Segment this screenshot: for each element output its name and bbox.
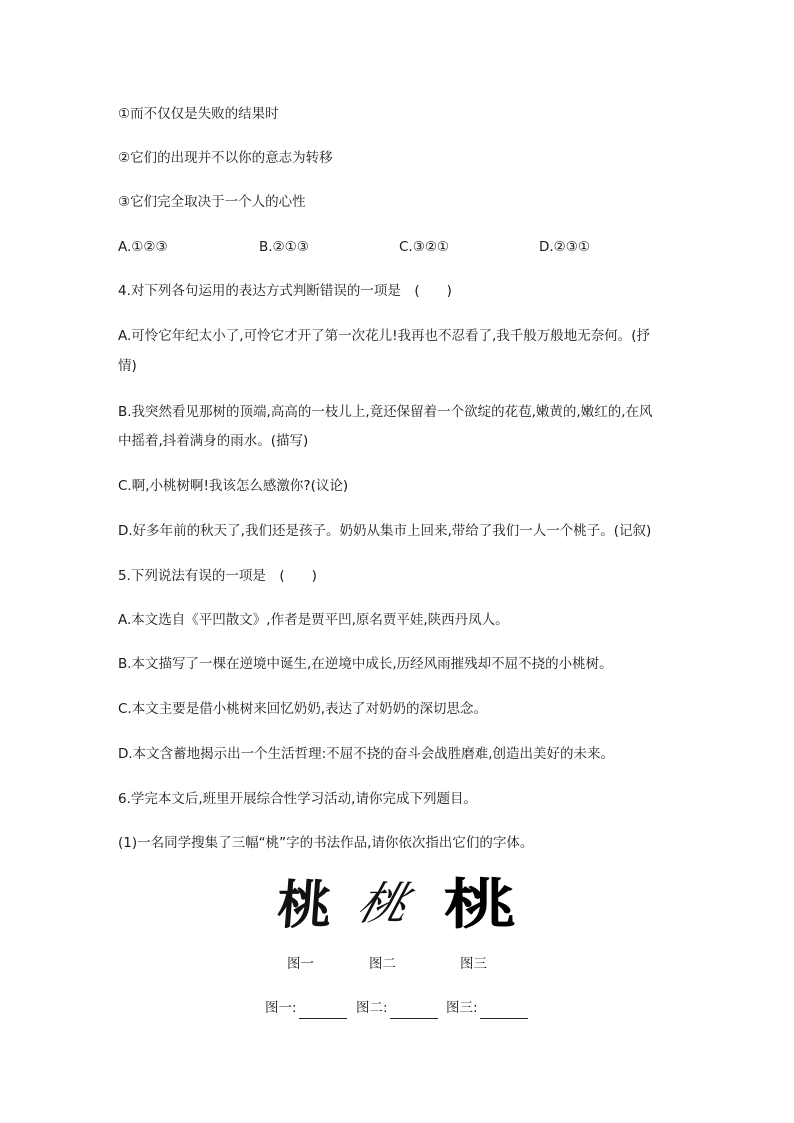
caption-figure-2: 图二	[369, 956, 396, 972]
answer-blank-2[interactable]	[390, 1002, 438, 1019]
answer-blank-3[interactable]	[480, 1002, 528, 1019]
answer-label-1: 图一:	[265, 1000, 297, 1016]
q5-option-c: C.本文主要是借小桃树来回忆奶奶,表达了对奶奶的深切思念。	[118, 701, 488, 717]
q5-stem: 5.下列说法有误的一项是 ( )	[118, 568, 317, 584]
caption-figure-1: 图一	[287, 956, 314, 972]
sub-item-1: ①而不仅仅是失败的结果时	[118, 106, 279, 122]
q4-option-a-line1: A.可怜它年纪太小了,可怜它才开了第一次花儿!我再也不忍看了,我千般万般地无奈何。(抒	[118, 328, 651, 344]
q3-option-a: A.①②③	[118, 239, 168, 255]
q3-option-b: B.②①③	[259, 239, 309, 255]
q3-option-d: D.②③①	[539, 239, 590, 255]
q4-option-a-line2: 情)	[118, 358, 137, 374]
answer-label-3: 图三:	[446, 1000, 478, 1016]
q4-option-b-line1: B.我突然看见那树的顶端,高高的一枝儿上,竟还保留着一个欲绽的花苞,嫩黄的,嫩红的,在风	[118, 404, 653, 420]
q6-sub1: (1)一名同学搜集了三幅“桃”字的书法作品,请你依次指出它们的字体。	[118, 835, 534, 851]
q4-option-c: C.啊,小桃树啊!我该怎么感激你?(议论)	[118, 478, 349, 494]
sub-item-2: ②它们的出现并不以你的意志为转移	[118, 150, 333, 166]
caption-figure-3: 图三	[460, 956, 487, 972]
q3-option-c: C.③②①	[399, 239, 450, 255]
q4-stem: 4.对下列各句运用的表达方式判断错误的一项是 ( )	[118, 283, 452, 299]
calligraphy-figure-1	[270, 870, 340, 936]
q4-option-b-line2: 中摇着,抖着满身的雨水。(描写)	[118, 433, 309, 449]
q5-option-d: D.本文含蓄地揭示出一个生活哲理:不屈不挠的奋斗会战胜磨难,创造出美好的未来。	[118, 746, 615, 762]
answer-blank-1[interactable]	[299, 1002, 347, 1019]
answer-label-2: 图二:	[356, 1000, 388, 1016]
q5-option-b: B.本文描写了一棵在逆境中诞生,在逆境中成长,历经风雨摧残却不屈不挠的小桃树。	[118, 656, 613, 672]
answer-figure-3[interactable]	[446, 997, 528, 1019]
q5-option-a: A.本文选自《平凹散文》,作者是贾平凹,原名贾平娃,陕西丹凤人。	[118, 612, 509, 628]
calligraphy-char-1: 桃	[275, 874, 335, 936]
calligraphy-char-3: 桃	[443, 872, 517, 936]
sub-item-3: ③它们完全取决于一个人的心性	[118, 194, 306, 210]
q6-stem: 6.学完本文后,班里开展综合性学习活动,请你完成下列题目。	[118, 791, 477, 807]
calligraphy-figure-3	[435, 870, 525, 936]
answer-figure-2[interactable]	[356, 997, 438, 1019]
calligraphy-figure-2	[350, 870, 420, 930]
calligraphy-char-2: 桃	[351, 877, 417, 930]
answer-figure-1[interactable]	[265, 997, 347, 1019]
q4-option-d: D.好多年前的秋天了,我们还是孩子。奶奶从集市上回来,带给了我们一人一个桃子。(记叙)	[118, 523, 652, 539]
